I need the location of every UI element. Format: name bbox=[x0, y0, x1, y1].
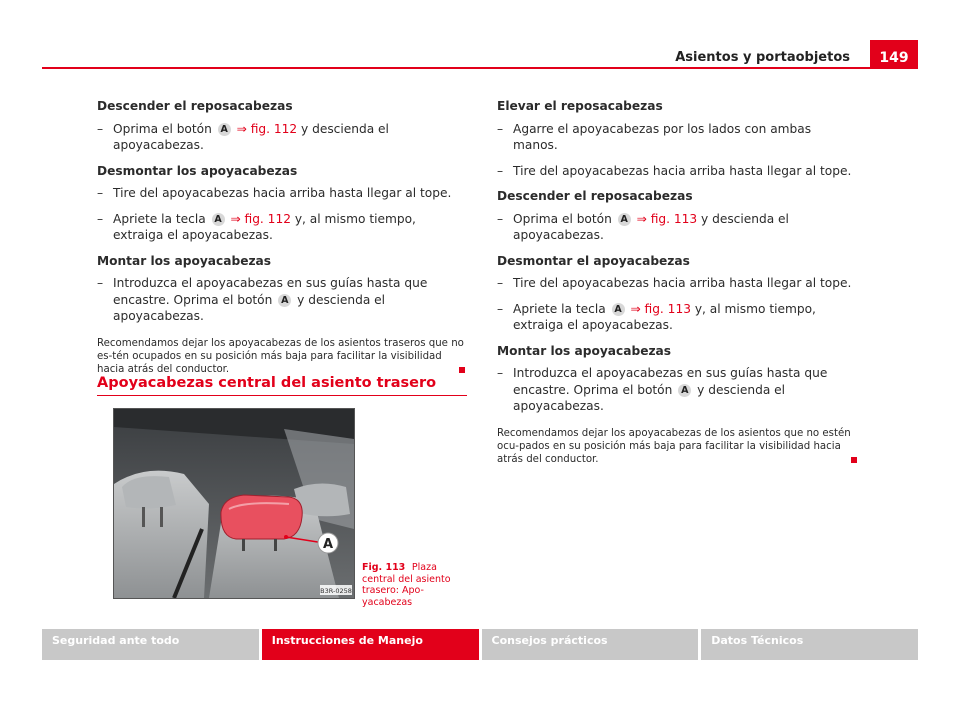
step-item bbox=[97, 211, 469, 244]
caption-fig-number: Fig. 113 bbox=[362, 562, 406, 573]
step-text: Agarre el apoyacabezas por los lados con ambas manos. bbox=[513, 121, 812, 152]
step-text: y, al mismo tiempo, extraiga el apoyacabezas. bbox=[113, 211, 416, 242]
footer-tab-instrucciones[interactable]: Instrucciones de Manejo bbox=[262, 629, 479, 660]
step-text: y, al mismo tiempo, extraiga el apoyacabezas. bbox=[513, 301, 816, 332]
footer-tab-seguridad[interactable]: Seguridad ante todo bbox=[42, 629, 259, 660]
key-a-icon: A bbox=[618, 213, 631, 226]
dash-bullet: – bbox=[97, 211, 104, 226]
running-header-title: Asientos y portaobjetos bbox=[675, 50, 850, 65]
step-text: y descienda el apoyacabezas. bbox=[113, 292, 386, 323]
key-a-icon: A bbox=[612, 303, 625, 316]
note-paragraph bbox=[497, 427, 857, 466]
end-of-section-icon bbox=[851, 457, 857, 463]
figure-link[interactable]: ⇒ fig. 112 bbox=[236, 121, 298, 136]
step-text: Apriete la tecla bbox=[513, 301, 606, 316]
step-item bbox=[97, 185, 469, 202]
step-item bbox=[497, 211, 857, 244]
step-text: Introduzca el apoyacabezas en sus guías hasta que encastre. Oprima el botón bbox=[113, 276, 428, 307]
caption-text: Plaza central del asiento trasero: Apo-yacabezas bbox=[362, 562, 451, 608]
left-column bbox=[97, 98, 469, 376]
heading-montar: Montar los apoyacabezas bbox=[497, 343, 672, 358]
note-text: Recomendamos dejar los apoyacabezas de los asientos que no estén ocu-pados en su posición más baja para facilitar la visibilidad hacia atrás del conductor. bbox=[497, 427, 851, 465]
step-item bbox=[97, 275, 469, 325]
step-item bbox=[497, 163, 857, 180]
step-item bbox=[497, 275, 857, 292]
footer-nav bbox=[42, 629, 918, 660]
figure-link[interactable]: ⇒ fig. 113 bbox=[630, 301, 691, 316]
car-interior-illustration bbox=[114, 409, 354, 598]
heading-desmontar: Desmontar los apoyacabezas bbox=[97, 163, 298, 178]
dash-bullet: – bbox=[97, 121, 104, 136]
heading-montar: Montar los apoyacabezas bbox=[97, 253, 272, 268]
figure-headrest-photo bbox=[113, 408, 355, 599]
step-text: Apriete la tecla bbox=[113, 211, 206, 226]
section-title: Apoyacabezas central del asiento trasero bbox=[97, 375, 437, 391]
step-text: Tire del apoyacabezas hacia arriba hasta llegar al tope. bbox=[113, 186, 452, 200]
step-item bbox=[497, 121, 857, 154]
key-a-icon: A bbox=[278, 294, 291, 307]
dash-bullet: – bbox=[497, 121, 504, 136]
note-text: Recomendamos dejar los apoyacabezas de los asientos traseros que no es-tén ocupados en su posición más baja para facilitar la visibilidad hacia atrás del conductor. bbox=[97, 337, 464, 375]
key-a-icon: A bbox=[212, 213, 225, 226]
heading-descender: Descender el reposacabezas bbox=[497, 189, 693, 203]
heading-elevar: Elevar el reposacabezas bbox=[497, 99, 663, 113]
figure-link[interactable]: ⇒ fig. 113 bbox=[636, 211, 698, 226]
page-number: 149 bbox=[870, 40, 918, 68]
step-text: Oprima el botón bbox=[513, 211, 612, 226]
dash-bullet: – bbox=[497, 163, 504, 178]
header-rule bbox=[42, 67, 918, 69]
dash-bullet: – bbox=[497, 211, 504, 226]
dash-bullet: – bbox=[497, 301, 504, 316]
right-column bbox=[497, 98, 857, 466]
section-rule bbox=[97, 395, 467, 396]
callout-a: A bbox=[322, 537, 334, 552]
footer-tab-datos[interactable]: Datos Técnicos bbox=[701, 629, 918, 660]
step-text: Tire del apoyacabezas hacia arriba hasta llegar al tope. bbox=[513, 276, 852, 290]
step-text: Introduzca el apoyacabezas en sus guías hasta que encastre. Oprima el botón bbox=[513, 366, 828, 397]
note-paragraph bbox=[97, 337, 469, 376]
step-text: y descienda el apoyacabezas. bbox=[513, 382, 786, 413]
step-text: y descienda el apoyacabezas. bbox=[113, 121, 389, 152]
heading-desmontar: Desmontar el apoyacabezas bbox=[497, 253, 690, 268]
heading-descender: Descender el reposacabezas bbox=[97, 99, 293, 113]
dash-bullet: – bbox=[97, 276, 104, 290]
key-a-icon: A bbox=[678, 384, 691, 397]
figure-code: B3R-0258 bbox=[320, 587, 352, 595]
step-text: Tire del apoyacabezas hacia arriba hasta llegar al tope. bbox=[513, 163, 852, 178]
footer-tab-consejos[interactable]: Consejos prácticos bbox=[482, 629, 699, 660]
key-a-icon: A bbox=[218, 123, 231, 136]
step-text: y descienda el apoyacabezas. bbox=[513, 211, 789, 242]
step-item bbox=[97, 121, 469, 154]
step-text: Oprima el botón bbox=[113, 121, 212, 136]
step-item bbox=[497, 301, 857, 334]
dash-bullet: – bbox=[97, 186, 104, 200]
step-item bbox=[497, 365, 857, 415]
dash-bullet: – bbox=[497, 276, 504, 290]
figure-caption bbox=[362, 562, 472, 608]
dash-bullet: – bbox=[497, 366, 504, 380]
end-of-section-icon bbox=[459, 367, 465, 373]
figure-link[interactable]: ⇒ fig. 112 bbox=[230, 211, 291, 226]
